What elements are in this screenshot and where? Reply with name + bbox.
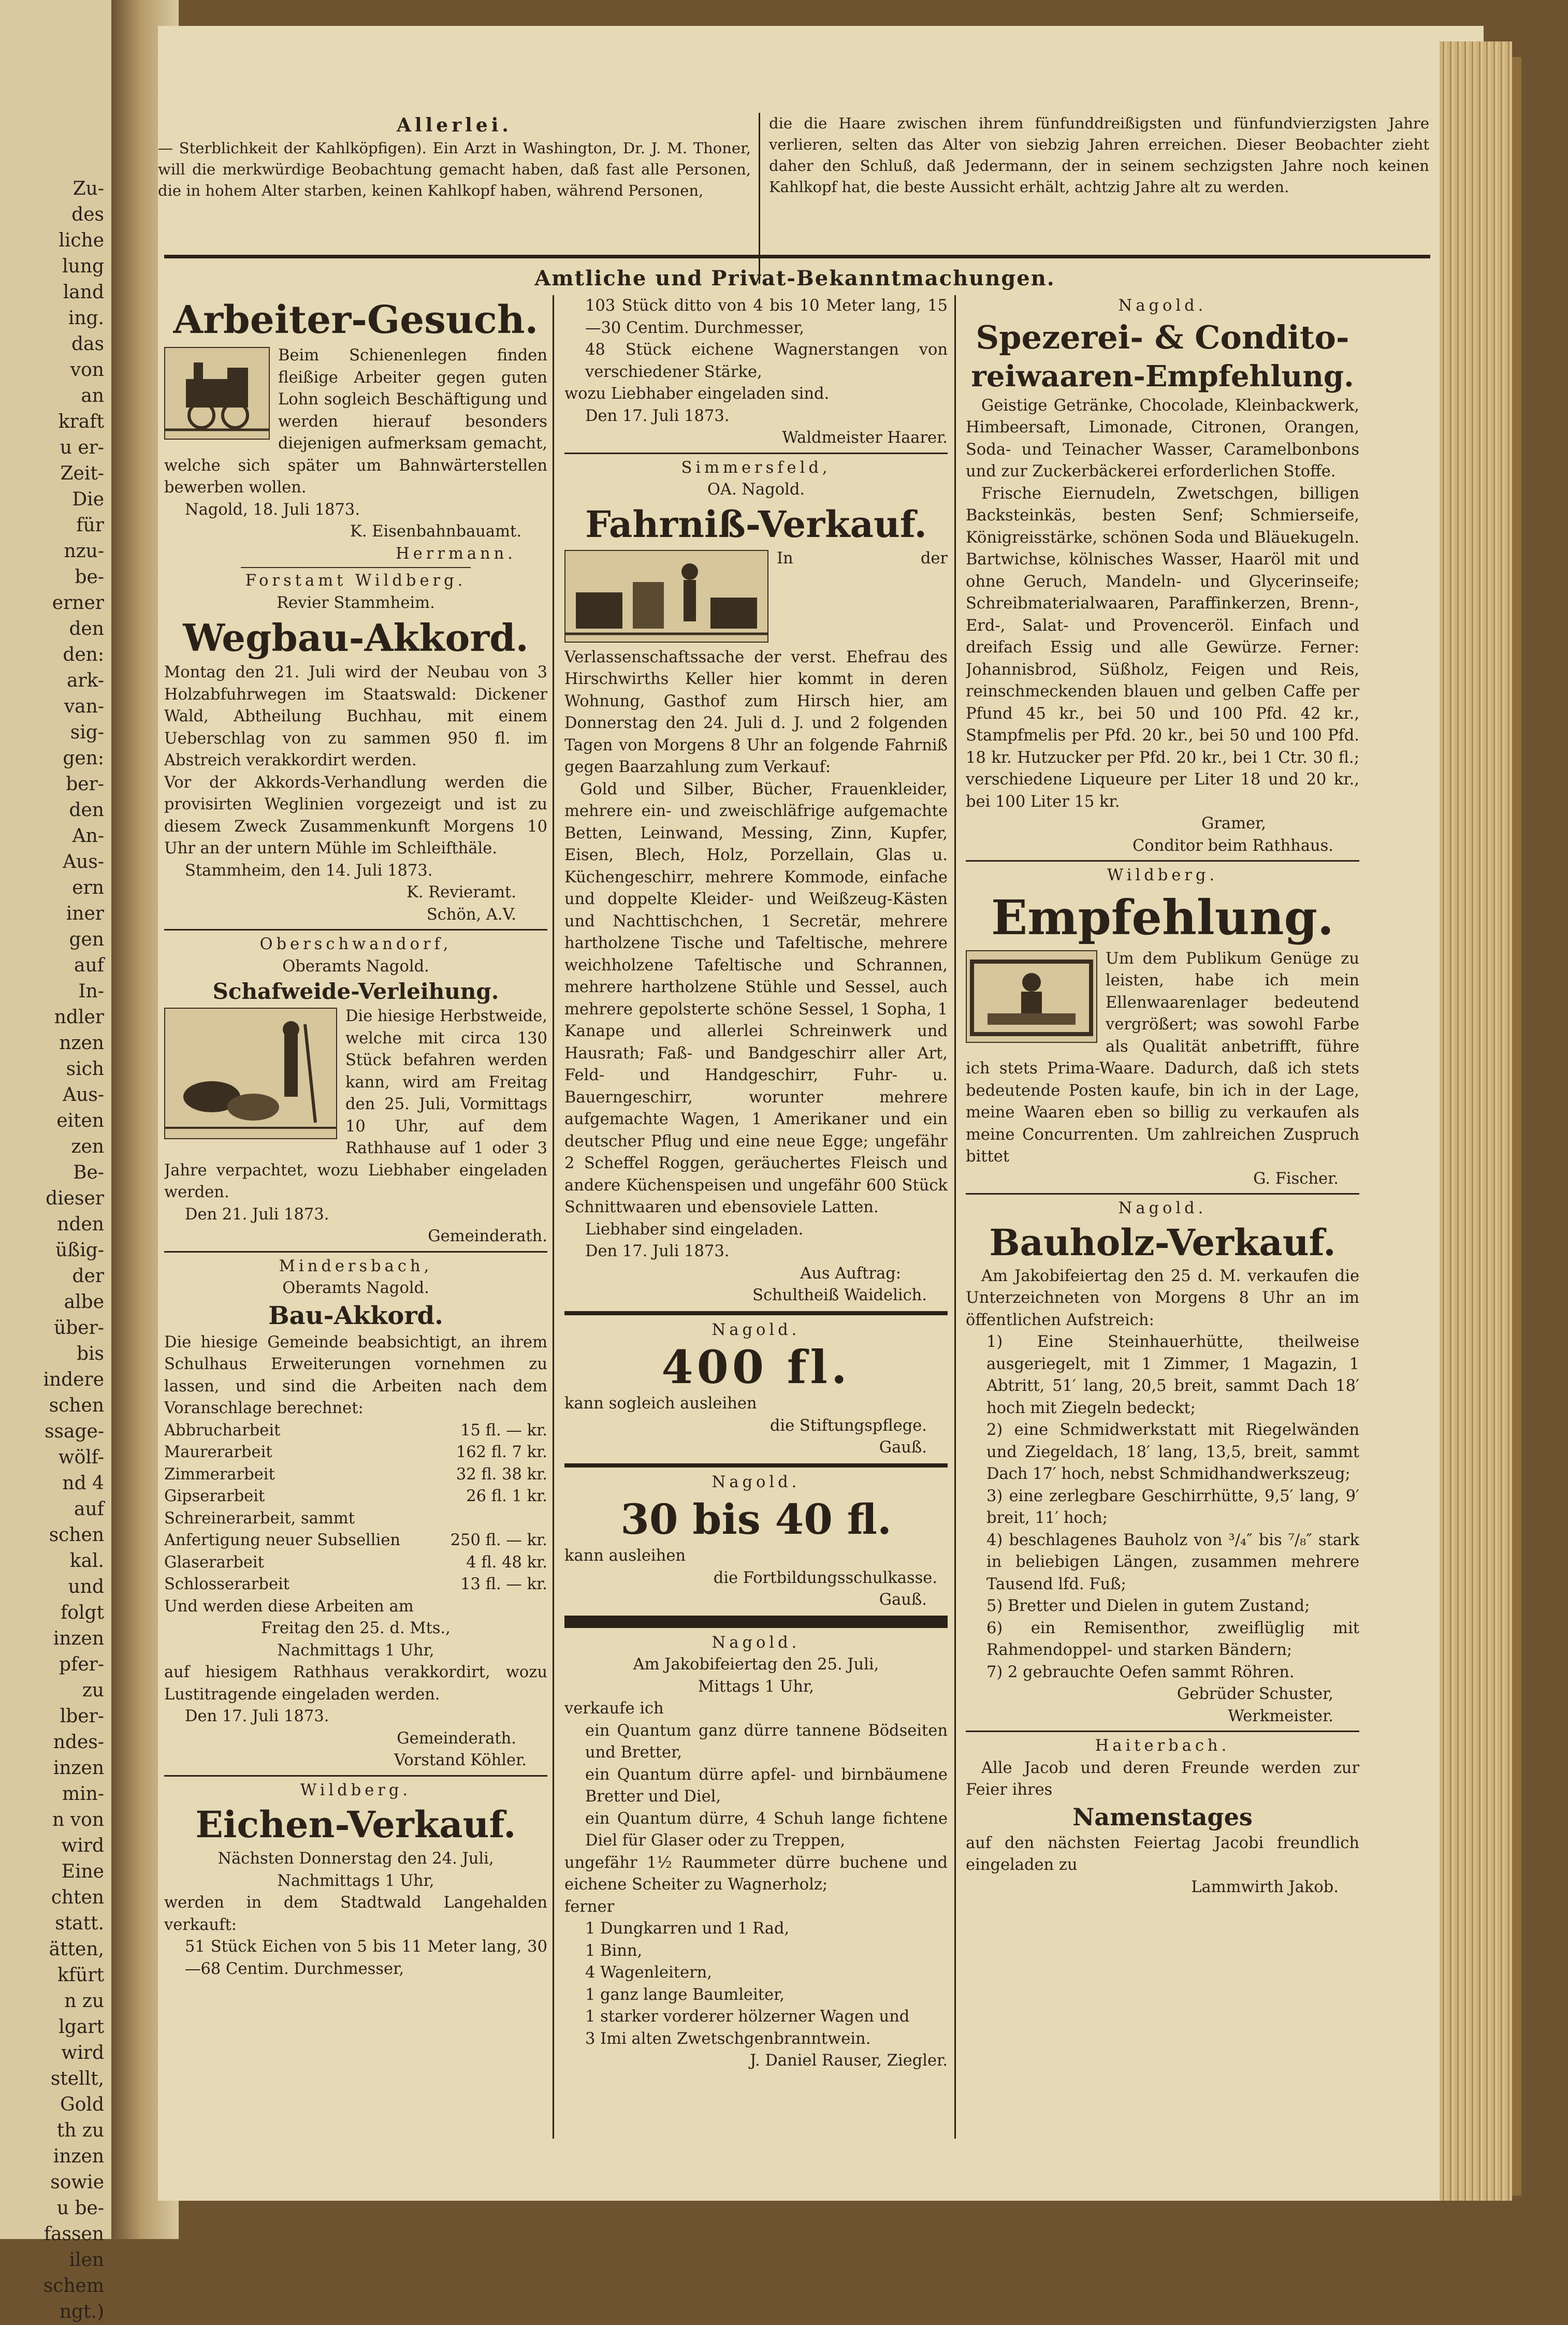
previous-page-line: eiten	[56, 1110, 104, 1131]
previous-page-line: bis	[76, 1343, 104, 1364]
spezerei-title: Conditor beim Rathhaus.	[1132, 836, 1333, 855]
previous-page-line: Aus-	[63, 851, 104, 873]
eichen-cont-l1: 103 Stück ditto von 4 bis 10 Meter lang, 15—30 Centim. Durchmesser,	[585, 297, 948, 337]
arbeiter-name: Herrmann.	[396, 544, 516, 563]
bauholz-sign1: Gebrüder Schuster,	[1177, 1685, 1333, 1703]
locomotive-illustration	[164, 347, 270, 440]
fahrnis-body2: Gold und Silber, Bücher, Frauenkleider, mehrere ein- und zweischläfrige aufgemachte Betten, Leinwand, Messing, Zinn, Kupfer, Eisen, Blech, Holz, Porzellain, Glas u. Küchengeschirr, mehrere Kommode, einfache und doppelte Kleider- und Weißzeug-Kästen und Nachttischchen, 1 Secretär, mehrere hartholzene Tische und Tafeltische, mehrere weichholzene Tafeltische und Schrannen, mehrere hartholzene Stühle und Sessel, auch mehrere gepolsterte schöne Sessel, 1 Sopha, 1 Kanape und allerlei Schreinwerk und Hausrath; Faß- und Bandgeschirr aller Art, Feld- und Handgeschirr, Fuhr- u. Bauerngeschirr, worunter mehrere aufgemachte Wagen, 1 Amerikaner und ein deutscher Pflug und eine neue Egge; ungefähr 2 Scheffel Roggen, geräuchertes Fleisch und andere Küchenspeisen und ungefähr 600 Stück Schnittwaaren und ebensoviele Latten.	[564, 780, 948, 1216]
spezerei-title1: Spezerei- & Condito-	[976, 318, 1349, 356]
previous-page-line: kal.	[69, 1550, 104, 1572]
previous-page-line: u be-	[56, 2198, 104, 2219]
previous-page-line: u er-	[60, 437, 104, 458]
eichen-l3: werden in dem Stadtwald Langehalden verkauft:	[164, 1894, 547, 1934]
g3040-place: Nagold.	[712, 1473, 801, 1491]
previous-page-line: gen:	[63, 748, 104, 769]
table-row: Glaserarbeit 4 fl. 48 kr.	[164, 1553, 547, 1572]
arbeiter-gesuch-title: Arbeiter-Gesuch.	[173, 298, 539, 342]
allerlei-section	[158, 113, 1429, 289]
household-goods-illustration	[564, 550, 768, 643]
previous-page-line: sig-	[70, 722, 104, 743]
rauser-place: Nagold.	[712, 1633, 801, 1652]
previous-page-line: nzen	[59, 1033, 104, 1054]
wegbau-body2: Vor der Akkords-Verhandlung werden die provisirten Weglinien vorgezeigt und ist zu diesem Zweck Zusammenkunft Morgens 10 Uhr an der untern Mühle im Schleifthäle.	[164, 773, 547, 858]
previous-page-line: ngt.)	[59, 2301, 104, 2322]
previous-page-line: Gold	[60, 2094, 104, 2115]
namens-sign: Lammwirth Jakob.	[1191, 1878, 1339, 1896]
previous-page-line: min-	[62, 1783, 104, 1805]
fahrnis-body3: Liebhaber sind eingeladen.	[585, 1220, 804, 1239]
separator	[164, 929, 547, 931]
g400-place: Nagold.	[712, 1320, 801, 1339]
previous-page-line: folgt	[60, 1602, 104, 1623]
separator	[966, 1731, 1359, 1732]
empf-place: Wildberg.	[1107, 866, 1218, 884]
list-item: 4 Wagenleitern,	[585, 1964, 712, 1982]
namens-place: Haiterbach.	[1095, 1737, 1230, 1755]
fahrnis-body: In der Verlassenschaftssache der verst. Ehefrau des Hirschwirths Keller hier kommt in deren Wohnung, Gasthof zum Hirsch hier, am Donnerstag den 24. Juli d. J. und 2 folgenden Tagen von Morgens 8 Uhr an folgende Fahrniß gegen Baarzahlung zum Verkauf:	[564, 549, 948, 776]
separator	[966, 860, 1359, 862]
g400-l2: die Stiftungspflege.	[770, 1416, 927, 1435]
previous-page-line: nden	[57, 1214, 104, 1235]
previous-page-line: wölf-	[58, 1447, 104, 1468]
bau-body3: auf hiesigem Rathhaus verakkordirt, wozu Lustitragende eingeladen werden.	[164, 1663, 547, 1704]
previous-page-line: an	[81, 385, 104, 406]
namens-title: Namenstages	[1072, 1803, 1253, 1831]
previous-page-line: schem	[43, 2275, 104, 2297]
g3040-l2: die Fortbildungsschulkasse.	[713, 1568, 937, 1587]
previous-page-line: über-	[54, 1317, 104, 1339]
fahrnis-date: Den 17. Juli 1873.	[585, 1242, 730, 1260]
allerlei-text-right: die die Haare zwischen ihrem fünfunddreißigsten und fünfundvierzigsten Jahre verlieren, selten das Alter von siebzig Jahren erreichen. Dieser Beobachter zieht daher den Schluß, daß Jedermann, der in seinem sechzigsten Jahre noch keinen Kahlkopf hat, die beste Aussicht erhält, achtzig Jahre alt zu werden.	[769, 114, 1429, 196]
page-content	[158, 26, 1440, 2201]
rauser-l3: verkaufe ich	[564, 1699, 664, 1718]
previous-page-line: stellt,	[50, 2068, 104, 2089]
previous-page-line: den	[69, 800, 104, 821]
previous-page-line: be-	[75, 566, 104, 588]
shepherd-illustration	[164, 1008, 337, 1139]
previous-page-line: Aus-	[63, 1084, 104, 1106]
bau-when2: Nachmittags 1 Uhr,	[277, 1641, 434, 1660]
g400-l1: kann sogleich ausleihen	[564, 1394, 757, 1413]
previous-page-line: nd 4	[62, 1473, 104, 1494]
column-2	[564, 295, 948, 2139]
eichen-l2: Nachmittags 1 Uhr,	[277, 1871, 434, 1890]
allerlei-left	[158, 113, 751, 201]
previous-page-line: ssage-	[45, 1421, 104, 1442]
previous-page-line: erner	[52, 592, 104, 614]
table-row: Zimmerarbeit 32 fl. 38 kr.	[164, 1465, 547, 1484]
column-divider	[954, 295, 956, 2139]
list-item: ein Quantum dürre apfel- und birnbäumene Bretter und Diel,	[585, 1765, 948, 1806]
previous-page-line: ndler	[54, 1007, 104, 1028]
previous-page-line: lber-	[60, 1706, 104, 1727]
wegbau-date: Stammheim, den 14. Juli 1873.	[185, 861, 433, 880]
previous-page-line: ätten,	[49, 1939, 104, 1960]
wegbau-place: Forstamt Wildberg.	[245, 572, 467, 590]
schaf-body: Die hiesige Herbstweide, welche mit circa 130 Stück befahren werden kann, wird am Freitag den 25. Juli, Vormittags 10 Uhr, auf dem Rathhause auf 1 oder 3 Jahre verpachtet, wozu Liebhaber eingeladen werden.	[164, 1007, 547, 1201]
bauholz-body: Am Jakobifeiertag den 25 d. M. verkaufen die Unterzeichneten von Morgens 8 Uhr an im öffentlichen Aufstreich:	[966, 1267, 1359, 1329]
list-item: ein Quantum dürre, 4 Schuh lange fichtene Diel für Glaser oder zu Treppen,	[585, 1809, 948, 1850]
arbeiter-gesuch-body: Beim Schienenlegen finden fleißige Arbeiter gegen guten Lohn sogleich Beschäftigung und werden hierauf besonders diejenigen aufmerksam gemacht, welche sich später um Bahnwärterstellen bewerben wollen.	[164, 346, 547, 497]
g3040-amount: 30 bis 40 fl.	[620, 1495, 892, 1544]
bau-date: Den 17. Juli 1873.	[185, 1707, 329, 1725]
previous-page-line: und	[68, 1576, 104, 1597]
previous-page-line: liche	[59, 230, 104, 251]
previous-page-line: sich	[66, 1058, 104, 1080]
list-item: 3 Imi alten Zwetschgenbranntwein.	[585, 2029, 871, 2048]
previous-page-line: wird	[61, 2042, 104, 2064]
schaf-date: Den 21. Juli 1873.	[185, 1205, 329, 1224]
list-item: 1 ganz lange Baumleiter,	[585, 1985, 785, 2004]
column-3	[966, 295, 1359, 2139]
list-item: 7) 2 gebrauchte Oefen sammt Röhren.	[986, 1663, 1295, 1681]
spezerei-name: Gramer,	[1201, 815, 1266, 833]
previous-page-line: kfürt	[57, 1965, 104, 1986]
shop-illustration	[966, 950, 1097, 1043]
bau-place: Mindersbach,	[279, 1257, 433, 1275]
previous-page-line: Eine	[61, 1861, 104, 1882]
list-item: 1) Eine Steinhauerhütte, theilweise ausgeriegelt, mit 1 Zimmer, 1 Magazin, 1 Abtritt, 51′ lang, 20,5 breit, sammt Dach 18′ hoch mit Ziegeln bedeckt;	[986, 1333, 1359, 1417]
table-row: Maurerarbeit 162 fl. 7 kr.	[164, 1443, 547, 1461]
previous-page-line: albe	[64, 1291, 104, 1313]
previous-page-line: Zeit-	[60, 463, 104, 484]
bau-cost-table	[164, 1420, 547, 1596]
spezerei-body2: Frische Eiernudeln, Zwetschgen, billigen Backsteinkäs, besten Senf; Schmierseife, Königreisstärke, schönen Soda und Bläuekugeln. Bartwichse, kölnisches Wasser, Haaröl mit und ohne Geruch, Mandeln- und Glycerinseife; Schreibmaterialwaaren, Paraffinkerzen, Brenn-, Erd-, Salat- und Provenceröl. Einfach und dreifach Essig und alle Gewürze. Ferner: Johannisbrod, Süßholz, Feigen und Reis, reinschmeckenden blauen und gelben Caffe per Pfund 45 kr., bei 50 und 100 Pfd. 42 kr., Stampfmelis per Pfd. 20 kr., bei 50 und 100 Pfd. 18 kr. Hutzucker per Pfd. 20 kr., bei 1 Ctr. 30 fl.; verschiedene Liqueure per Liter 18 und 20 kr., bei 100 Liter 15 kr.	[966, 484, 1359, 811]
allerlei-text-left: — Sterblichkeit der Kahlköpfigen). Ein Arzt in Washington, Dr. J. M. Thoner, will die merkwürdige Beobachtung gemacht haben, daß fast alle Personen, die in hohem Alter starben, keinen Kahlkopf haben, während Personen,	[158, 139, 751, 199]
list-item: 4) beschlagenes Bauholz von ³/₄″ bis ⁷/₈″ stark in beliebigen Längen, zusammen mehrere Tausend lfd. Fuß;	[986, 1531, 1359, 1593]
previous-page-line: des	[71, 204, 104, 225]
top-rule	[164, 255, 1430, 258]
previous-page-line: land	[63, 282, 104, 303]
eichen-place: Wildberg.	[300, 1781, 412, 1799]
list-item: 1 Binn,	[585, 1941, 643, 1960]
previous-page-line: kraft	[58, 411, 104, 432]
rauser-ferner: ferner	[564, 1897, 615, 1916]
column-1	[164, 295, 547, 2139]
list-item: 1 Dungkarren und 1 Rad,	[585, 1920, 790, 1938]
bau-sign2: Vorstand Köhler.	[394, 1751, 527, 1769]
previous-page-line: den	[69, 618, 104, 640]
previous-page-line: chten	[51, 1887, 104, 1908]
bau-body: Die hiesige Gemeinde beabsichtigt, an ihrem Schulhaus Erweiterungen vornehmen zu lassen, und sind die Arbeiten nach dem Voranschlage berechnet:	[164, 1333, 547, 1417]
list-item: 6) ein Remisenthor, zweiflüglig mit Rahmendoppel- und starken Bändern;	[986, 1619, 1359, 1659]
previous-page-strip	[0, 0, 113, 2322]
previous-page-line: dieser	[46, 1188, 104, 1209]
table-row: Schlosserarbeit 13 fl. — kr.	[164, 1575, 547, 1593]
previous-page-line: n zu	[64, 1990, 104, 2012]
fahrnis-title: Fahrniß-Verkauf.	[585, 502, 927, 546]
eichen-l4: 51 Stück Eichen von 5 bis 11 Meter lang, 30—68 Centim. Durchmesser,	[185, 1938, 547, 1978]
fahrnis-place: Simmersfeld,	[681, 458, 831, 477]
namens-l1: Alle Jacob und deren Freunde werden zur Feier ihres	[966, 1759, 1359, 1799]
previous-page-line: lung	[62, 256, 104, 277]
table-row: Abbrucharbeit 15 fl. — kr.	[164, 1421, 547, 1440]
eichen-cont-l2: 48 Stück eichene Wagnerstangen von verschiedener Stärke,	[585, 341, 948, 381]
bau-title: Bau-Akkord.	[268, 1301, 443, 1330]
previous-page-line: üßig-	[55, 1240, 104, 1261]
namens-l2: auf den nächsten Feiertag Jacobi freundlich eingeladen zu	[966, 1834, 1359, 1874]
g3040-sign: Gauß.	[879, 1591, 927, 1609]
previous-page-line: nzu-	[64, 541, 104, 562]
spezerei-body: Geistige Getränke, Chocolade, Kleinbackwerk, Himbeersaft, Limonade, Citronen, Orangen, Soda- und Teinacher Wasser, Caramelbonbons und zur Zuckerbäckerei erforderlichen Stoffe.	[966, 396, 1359, 481]
bauholz-sign2: Werkmeister.	[1228, 1707, 1333, 1725]
previous-page-line: fassen	[43, 2224, 104, 2245]
previous-page-line: wird	[61, 1835, 104, 1856]
previous-page-line: ark-	[66, 670, 104, 691]
table-row: Schreinerarbeit, sammt Anfertigung neuer Subsellien 250 fl. — kr.	[164, 1509, 547, 1549]
bau-body2: Und werden diese Arbeiten am	[164, 1597, 414, 1616]
previous-page-line: auf	[74, 1499, 104, 1520]
eichen-cont-date: Den 17. Juli 1873.	[585, 406, 730, 425]
column-divider	[553, 295, 554, 2139]
list-item: 3) eine zerlegbare Geschirrhütte, 9,5′ lang, 9′ breit, 11′ hoch;	[986, 1487, 1359, 1527]
fahrnis-auftrag: Aus Auftrag:	[800, 1264, 901, 1283]
previous-page-line: gen	[69, 929, 104, 950]
previous-page-line: schen	[49, 1524, 104, 1546]
separator-bar	[564, 1311, 948, 1315]
previous-page-line: ber-	[66, 774, 104, 795]
empf-body: Um dem Publikum Genüge zu leisten, habe ich mein Ellenwaarenlager bedeutend vergrößert; was sowohl Farbe als Qualität anbetrifft, führe ich stets Prima-Waare. Dadurch, daß ich stets bedeutende Posten kaufe, bin ich in der Lage, meine Waaren eben so billig zu verkaufen als meine Concurrenten. Um zahlreichen Zuspruch bittet	[966, 949, 1359, 1166]
separator-bar	[564, 1616, 948, 1628]
eichen-title: Eichen-Verkauf.	[195, 1803, 516, 1846]
wegbau-sub: Revier Stammheim.	[277, 593, 435, 612]
bauholz-place: Nagold.	[1118, 1199, 1207, 1217]
previous-page-line: für	[76, 515, 104, 536]
rauser-sign: J. Daniel Rauser, Ziegler.	[750, 2052, 948, 2070]
page-edges	[1440, 41, 1512, 2201]
previous-page-line: pfer-	[59, 1654, 104, 1675]
fahrnis-sub: OA. Nagold.	[707, 481, 805, 499]
bauholz-title: Bauholz-Verkauf.	[989, 1220, 1336, 1264]
previous-page-line: Die	[72, 489, 104, 510]
bau-when1: Freitag den 25. d. Mts.,	[261, 1619, 451, 1637]
eichen-l1: Nächsten Donnerstag den 24. Juli,	[217, 1850, 494, 1868]
spezerei-title2: reiwaaren-Empfehlung.	[971, 359, 1354, 394]
section-header: Amtliche und Privat-Bekanntmachungen.	[534, 266, 1055, 290]
list-item: 1 starker vorderer hölzerner Wagen und	[585, 2008, 910, 2026]
previous-page-line: statt.	[55, 1913, 104, 1934]
list-item: 5) Bretter und Dielen in gutem Zustand;	[986, 1597, 1310, 1615]
previous-page-line: der	[72, 1266, 104, 1287]
previous-page-line: th zu	[56, 2120, 104, 2141]
wegbau-office: K. Revieramt.	[406, 883, 516, 902]
schaf-sub: Oberamts Nagold.	[282, 957, 429, 976]
spezerei-place: Nagold.	[1118, 297, 1207, 315]
previous-page-line: Zu-	[72, 178, 104, 199]
table-row: Gipserarbeit 26 fl. 1 kr.	[164, 1487, 547, 1505]
previous-page-line: iner	[66, 903, 104, 924]
g400-sign: Gauß.	[879, 1438, 927, 1457]
previous-page-line: inzen	[53, 2146, 104, 2167]
allerlei-title: Allerlei.	[397, 114, 512, 136]
previous-page-line: schen	[49, 1395, 104, 1416]
empf-sign: G. Fischer.	[1253, 1169, 1339, 1188]
wegbau-name: Schön, A.V.	[426, 905, 516, 924]
previous-page-line: inzen	[53, 1628, 104, 1649]
previous-page-line: ilen	[69, 2249, 104, 2271]
previous-page-line: den:	[63, 644, 104, 665]
previous-page-line: das	[71, 333, 104, 355]
book-cover-edge	[1512, 57, 1521, 2196]
wegbau-title: Wegbau-Akkord.	[183, 616, 529, 660]
wegbau-body: Montag den 21. Juli wird der Neubau von 3 Holzabfuhrwegen im Staatswald: Dickener Wald, Abtheilung Buchhau, mit einem Ueberschlag von zu sammen 950 fl. im Abstreich verakkordirt werden.	[164, 663, 547, 769]
separator	[164, 1775, 547, 1777]
previous-page-line: von	[70, 359, 104, 381]
previous-page-line: van-	[64, 696, 104, 717]
g400-amount: 400 fl.	[661, 1340, 851, 1394]
previous-page-line: ern	[72, 877, 104, 898]
previous-page-line: indere	[43, 1369, 104, 1390]
eichen-cont-l3: wozu Liebhaber eingeladen sind.	[564, 385, 830, 403]
bau-sub: Oberamts Nagold.	[282, 1279, 429, 1297]
previous-page-line: ing.	[68, 308, 104, 329]
arbeiter-date: Nagold, 18. Juli 1873.	[185, 500, 360, 519]
previous-page-line: auf	[74, 955, 104, 976]
g3040-l1: kann ausleihen	[564, 1547, 686, 1565]
previous-page-line: lgart	[59, 2016, 104, 2038]
eichen-cont-sign: Waldmeister Haarer.	[782, 429, 948, 447]
list-item: 2) eine Schmidwerkstatt mit Riegelwänden und Ziegeldach, 18′ lang, 13,5, breit, sammt Dach 17′ hoch, nebst Schmidhandwerkszeug;	[986, 1421, 1359, 1483]
empf-title: Empfehlung.	[991, 889, 1334, 946]
previous-page-line: In-	[78, 981, 104, 1002]
arbeiter-office: K. Eisenbahnbauamt.	[350, 522, 521, 541]
schaf-title: Schafweide-Verleihung.	[212, 979, 499, 1004]
list-item: ein Quantum ganz dürre tannene Bödseiten und Bretter,	[585, 1721, 948, 1762]
separator	[164, 1251, 547, 1253]
schaf-sign: Gemeinderath.	[428, 1227, 547, 1245]
rauser-l1: Am Jakobifeiertag den 25. Juli,	[633, 1655, 879, 1674]
previous-page-line: inzen	[53, 1757, 104, 1779]
previous-page-line: Be-	[73, 1162, 104, 1183]
previous-page-line: zen	[71, 1136, 104, 1157]
previous-page-line: sowie	[50, 2172, 104, 2193]
fahrnis-sign: Schultheiß Waidelich.	[752, 1286, 927, 1304]
previous-page-line: An-	[72, 825, 104, 847]
previous-page-line: ndes-	[53, 1732, 104, 1753]
previous-page-line: zu	[82, 1680, 104, 1701]
previous-page-line: n von	[52, 1809, 104, 1830]
rauser-l2: Mittags 1 Uhr,	[698, 1677, 814, 1696]
separator	[241, 567, 471, 568]
bau-sign1: Gemeinderath.	[397, 1729, 516, 1748]
separator	[564, 453, 948, 454]
list-item: ungefähr 1½ Raummeter dürre buchene und eichene Scheiter zu Wagnerholz;	[564, 1853, 948, 1894]
separator-bar	[564, 1463, 948, 1467]
separator	[966, 1193, 1359, 1195]
schaf-place: Oberschwandorf,	[259, 935, 452, 953]
